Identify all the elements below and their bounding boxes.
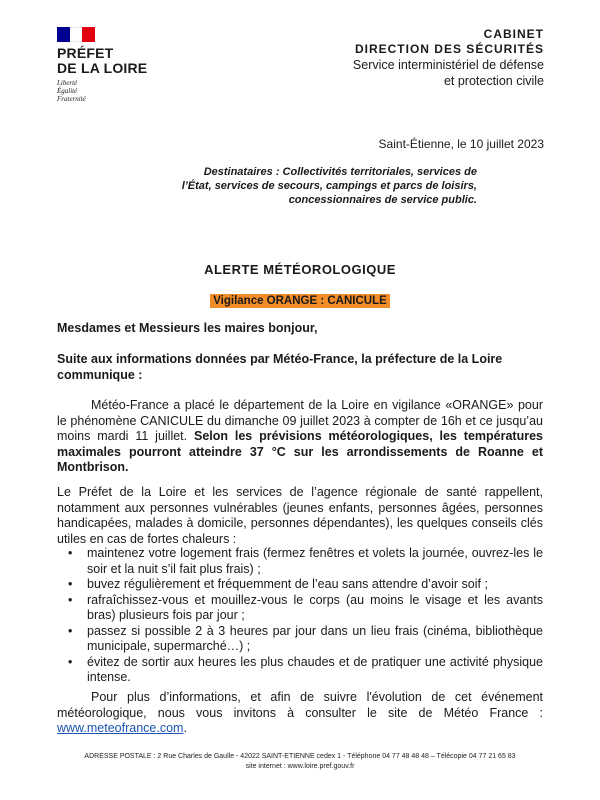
closing-period: . (183, 721, 187, 735)
intro: Suite aux informations données par Météo-France, la préfecture de la Loire communique : (57, 352, 503, 382)
motto-egalite: Égalité (57, 87, 78, 95)
footer-address: ADRESSE POSTALE : 2 Rue Charles de Gaulle - 42022 SAINT-ETIENNE cedex 1 - Téléphone 04 77 48 48 48 – Télécopie 04 77 21 65 83 (84, 753, 516, 760)
footer-website: site internet : www.loire.pref.gouv.fr (245, 763, 355, 770)
advice-item: • passez si possible 2 à 3 heures par jour dans un lieu frais (cinéma, bibliothèque municipale, supermarché…) ; (87, 624, 543, 655)
advice-item: • évitez de sortir aux heures les plus chaudes et de pratiquer une activité physique intense. (87, 655, 543, 686)
logo-title-line1: PRÉFET (57, 45, 114, 61)
header-direction: DIRECTION DES SÉCURITÉS (354, 42, 544, 56)
advice-list (57, 546, 543, 686)
advice-item: • rafraîchissez-vous et mouillez-vous le corps (au moins le visage et les avants bras) plusieurs fois par jour ; (87, 593, 543, 624)
marianne-flag-icon (57, 27, 95, 42)
vigilance-banner (0, 291, 600, 309)
logo-title-line2: DE LA LOIRE (57, 60, 148, 76)
recipients: Destinataires : Collectivités territoriales, services de l’État, services de secours, campings et parcs de loisirs, concessionnaires de service public. (181, 166, 477, 206)
advice-item: • buvez régulièrement et fréquemment de l’eau sans attendre d’avoir soif ; (87, 577, 543, 593)
prefecture-logo (57, 27, 177, 103)
closing-paragraph (57, 690, 543, 737)
letter-date: Saint-Étienne, le 10 juillet 2023 (378, 137, 544, 151)
advice-item: • maintenez votre logement frais (fermez fenêtres et volets la journée, ouvrez-les le soir et la nuit s’il fait plus frais) ; (87, 546, 543, 577)
greeting: Mesdames et Messieurs les maires bonjour, (57, 321, 318, 335)
header-service-line2: et protection civile (443, 74, 544, 88)
sender-header (353, 27, 544, 89)
closing-text: Pour plus d’informations, et afin de suivre l'évolution de cet événement météorologique, nous vous invitons à consulter le site de Météo France : (57, 690, 543, 720)
footer (0, 752, 600, 772)
advice-list-container (57, 546, 543, 686)
meteofrance-link[interactable]: www.meteofrance.com (57, 721, 184, 735)
paragraph-vigilance (57, 398, 543, 476)
header-cabinet: CABINET (483, 27, 544, 41)
header-service-line1: Service interministériel de défense (352, 58, 544, 72)
paragraph-vigilance-forecast: Selon les prévisions météorologiques, les températures maximales pourront atteindre 37 °C sur les arrondissements de Roanne et Montbrison. (57, 429, 543, 474)
motto-fraternite: Fraternité (57, 95, 86, 103)
vigilance-label: Vigilance ORANGE : CANICULE (210, 294, 390, 308)
paragraph-advice-intro: Le Préfet de la Loire et les services de l’agence régionale de santé rappellent, notamment aux personnes vulnérables (jeunes enfants, personnes âgées, personnes handicapées, malades à domicile, personnes dépendantes), les quelques conseils clés utiles en cas de fortes chaleurs : (57, 485, 543, 546)
motto-liberte: Liberté (57, 79, 78, 87)
logo-motto (57, 79, 177, 103)
alert-title: ALERTE MÉTÉOROLOGIQUE (204, 262, 396, 277)
paragraph-vigilance-text: Météo-France a placé le département de la Loire en vigilance «ORANGE» pour le phénomène CANICULE du dimanche 09 juillet 2023 à compter de 16h et ce jusqu’au moins mardi 11 juillet. (57, 398, 543, 443)
